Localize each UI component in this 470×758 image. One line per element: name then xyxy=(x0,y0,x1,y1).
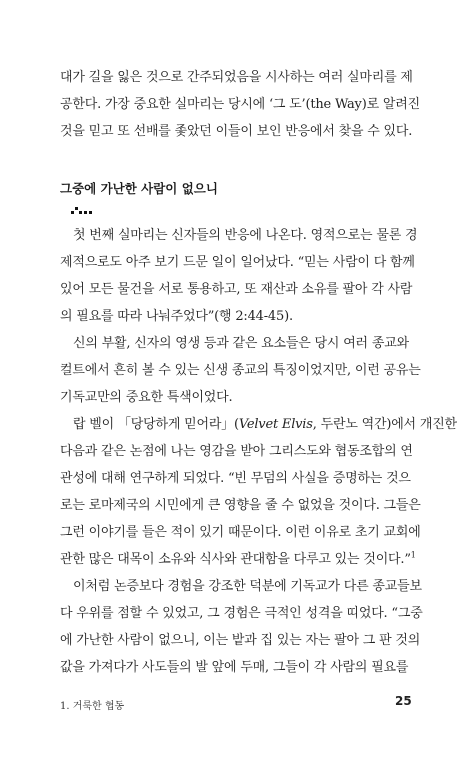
text-line: 다음과 같은 논점에 나는 영감을 받아 그리스도와 협동조합의 연 xyxy=(60,444,413,459)
paragraph-4 xyxy=(60,573,423,681)
text-line: 기독교만의 중요한 특색이었다. xyxy=(60,390,233,405)
text-line: 그런 이야기를 들은 적이 있기 때문이다. 이런 이유로 초기 교회에 xyxy=(60,525,421,540)
text-fragment: 관한 많은 대목이 소유와 식사와 관대함을 다루고 있는 것이다.” xyxy=(60,552,411,567)
text-line: 제적으로도 아주 보기 드문 일이 일어났다. “믿는 사람이 다 함께 xyxy=(60,255,415,270)
text-line: 것을 믿고 또 선배를 좇았던 이들이 보인 반응에서 찾을 수 있다. xyxy=(60,124,413,139)
page-number: 25 xyxy=(395,694,412,708)
text-line: 값을 가져다가 사도들의 발 앞에 두매, 그들이 각 사람의 필요를 xyxy=(60,660,409,675)
text-fragment: , 두란노 역간)에서 개진한 xyxy=(312,417,457,432)
text-line: 의 필요를 따라 나눠주었다”(행 2:44-45). xyxy=(60,309,293,324)
dots-ornament-icon xyxy=(71,205,101,215)
text-line: 첫 번째 실마리는 신자들의 반응에 나온다. 영적으로는 물론 경 xyxy=(73,228,418,243)
text-line: 있어 모든 물건을 서로 통용하고, 또 재산과 소유를 팔아 각 사람 xyxy=(60,282,413,297)
paragraph-2 xyxy=(60,330,420,411)
book-title: Velvet Elvis xyxy=(238,417,313,432)
text-line xyxy=(60,411,457,438)
text-line: 관성에 대해 연구하게 되었다. “빈 무덤의 사실을 증명하는 것으 xyxy=(60,471,411,486)
text-line: 대가 길을 잃은 것으로 간주되었음을 시사하는 여러 실마리를 제 xyxy=(60,70,413,85)
text-line: 이처럼 논증보다 경험을 강조한 덕분에 기독교가 다른 종교들보 xyxy=(73,579,422,594)
text-line: 공한다. 가장 중요한 실마리는 당시에 ‘그 도’(the Way)로 알려진 xyxy=(60,97,420,112)
footnote-mark[interactable]: 1 xyxy=(410,550,416,560)
text-line xyxy=(60,546,420,573)
text-line: 신의 부활, 신자의 영생 등과 같은 요소들은 당시 여러 종교와 xyxy=(73,336,409,351)
text-line: 컬트에서 흔히 볼 수 있는 신생 종교의 특징이었지만, 이런 공유는 xyxy=(60,363,421,378)
text-line: 다 우위를 점할 수 있었고, 그 경험은 극적인 성격을 띠었다. “그중 xyxy=(60,606,423,621)
intro-paragraph xyxy=(60,64,420,145)
text-line: 로는 로마제국의 시민에게 큰 영향을 줄 수 없었을 것이다. 그들은 xyxy=(60,498,421,513)
text-line: 에 가난한 사람이 없으니, 이는 밭과 집 있는 자는 팔아 그 판 것의 xyxy=(60,633,421,648)
section-heading: 그중에 가난한 사람이 없으니 xyxy=(60,181,218,196)
chapter-title: 1. 거룩한 협동 xyxy=(60,701,125,712)
paragraph-1 xyxy=(60,222,420,330)
paragraph-3 xyxy=(60,411,457,573)
text-fragment: 랍 벨이 「당당하게 믿어라」( xyxy=(73,417,239,432)
